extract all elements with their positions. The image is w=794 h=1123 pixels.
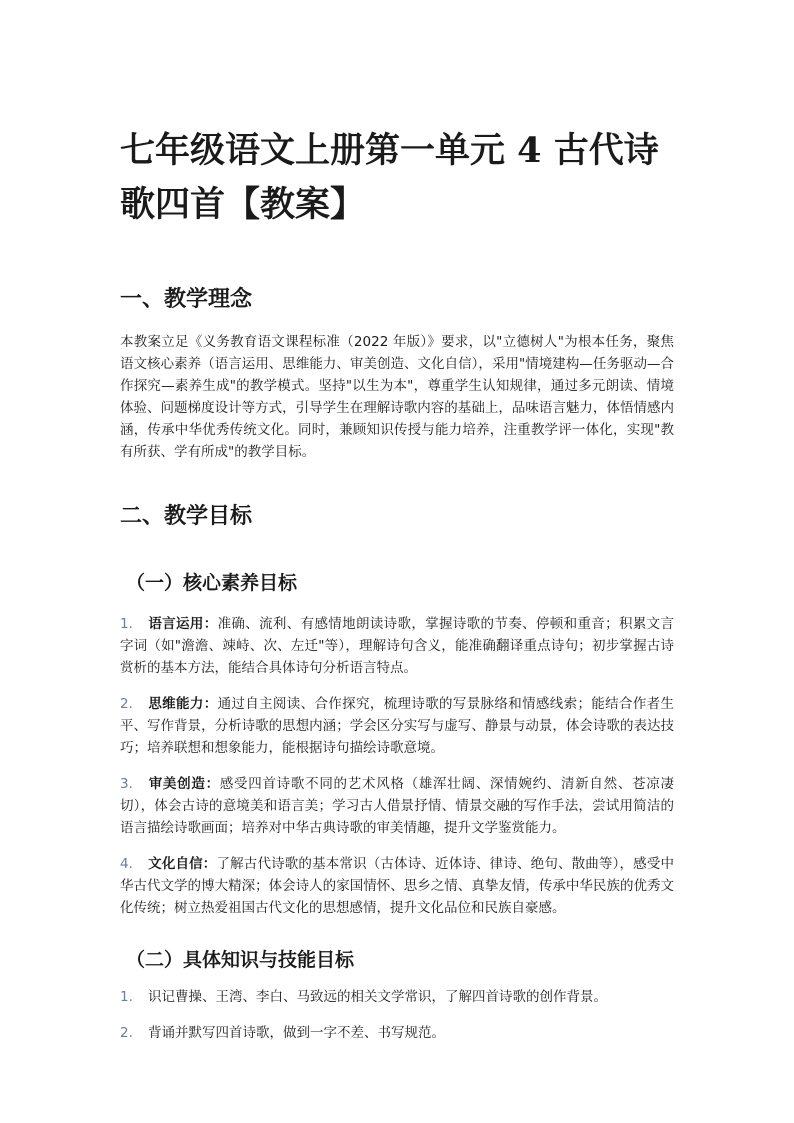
list-text: 识记曹操、王湾、李白、马致远的相关文学常识，了解四首诗歌的创作背景。 xyxy=(148,989,607,1005)
core-literacy-list xyxy=(120,613,674,919)
subsection-heading-core-literacy: （一）核心素养目标 xyxy=(126,572,298,594)
section-heading-teaching-philosophy: 一、教学理念 xyxy=(120,287,253,312)
list-number: 3. xyxy=(120,776,133,792)
list-item xyxy=(120,613,674,679)
document-title: 七年级语文上册第一单元 4 古代诗歌四首【教案】 xyxy=(120,130,659,225)
list-term: 语言运用： xyxy=(148,616,218,632)
list-number: 2. xyxy=(120,1025,133,1041)
list-term: 思维能力： xyxy=(148,696,218,712)
list-item xyxy=(120,773,674,839)
subsection-heading-knowledge-skills: （二）具体知识与技能目标 xyxy=(126,949,355,971)
list-text: 背诵并默写四首诗歌，做到一字不差、书写规范。 xyxy=(148,1025,445,1041)
teaching-philosophy-paragraph: 本教案立足《义务教育语文课程标准（2022 年版）》要求，以"立德树人"为根本任务，聚焦语文核心素养（语言运用、思维能力、审美创造、文化自信），采用"情境建构—任务驱动—合作探究—素养生成"的教学模式。坚持"以生为本"，尊重学生认知规律，通过多元朗读、情境体验、问题梯度设计等方式，引导学生在理解诗歌内容的基础上，品味语言魅力，体悟情感内涵，传承中华优秀传统文化。同时，兼顾知识传授与能力培养，注重教学评一体化，实现"教有所获、学有所成"的教学目标。 xyxy=(120,334,674,460)
list-term: 审美创造： xyxy=(148,776,220,792)
list-term: 文化自信： xyxy=(148,856,217,872)
knowledge-skills-list xyxy=(120,986,674,1044)
list-number: 1. xyxy=(120,989,133,1005)
list-text: 了解古代诗歌的基本常识（古体诗、近体诗、律诗、绝句、散曲等），感受中华古代文学的博大精深；体会诗人的家国情怀、思乡之情、真挚友情，传承中华民族的优秀文化传统；树立热爱祖国古代文化的思想感情，提升文化品位和民族自豪感。 xyxy=(120,856,675,916)
list-item xyxy=(120,853,674,919)
list-text: 通过自主阅读、合作探究，梳理诗歌的写景脉络和情感线索；能结合作者生平、写作背景，分析诗歌的思想内涵；学会区分实写与虚写、静景与动景，体会诗歌的表达技巧；培养联想和想象能力，能根据诗句描绘诗歌意境。 xyxy=(120,696,675,756)
list-number: 2. xyxy=(120,696,133,712)
list-number: 4. xyxy=(120,856,133,872)
list-item xyxy=(120,1022,674,1044)
list-text: 感受四首诗歌不同的艺术风格（雄浑壮阔、深情婉约、清新自然、苍凉凄切），体会古诗的意境美和语言美；学习古人借景抒情、情景交融的写作手法，尝试用简洁的语言描绘诗歌画面；培养对中华古典诗歌的审美情趣，提升文学鉴赏能力。 xyxy=(120,776,675,836)
list-number: 1. xyxy=(120,616,133,632)
list-item xyxy=(120,986,674,1008)
list-item xyxy=(120,693,674,759)
section-heading-teaching-objectives: 二、教学目标 xyxy=(120,504,253,529)
list-text: 准确、流利、有感情地朗读诗歌，掌握诗歌的节奏、停顿和重音；积累文言字词（如"澹澹、竦峙、次、左迁"等），理解诗句含义，能准确翻译重点诗句；初步掌握古诗赏析的基本方法，能结合具体诗句分析语言特点。 xyxy=(120,616,675,676)
